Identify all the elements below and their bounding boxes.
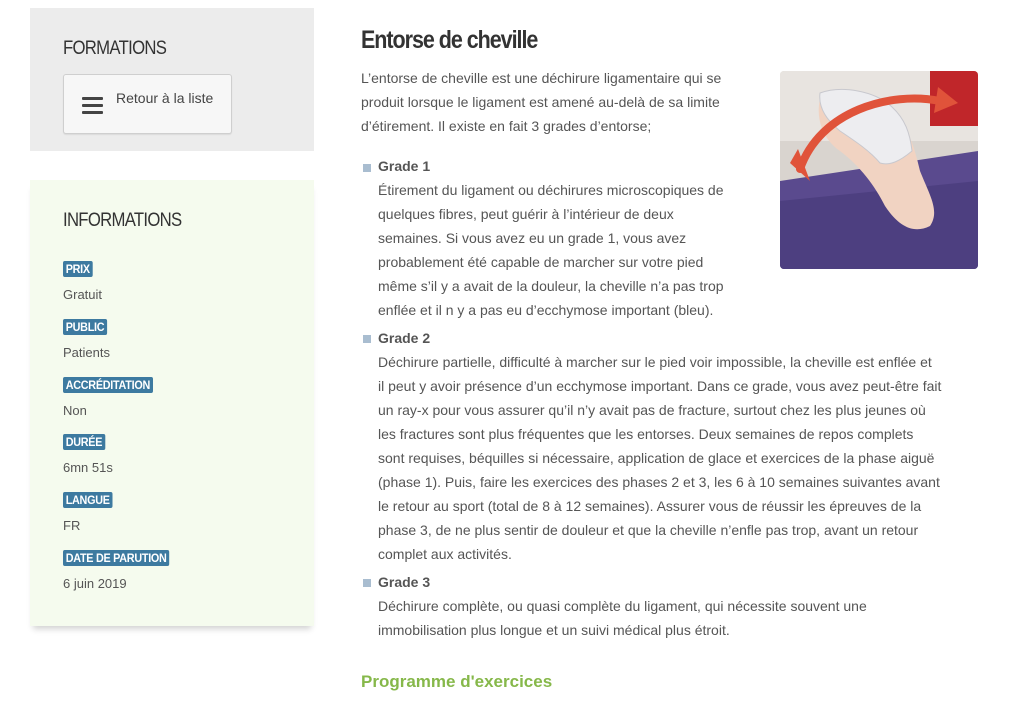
grade-3-line: Déchirure complète, ou quasi complète du ligament, qui nécessite souvent une [378, 598, 867, 614]
grade-3-title: Grade 3 [378, 574, 431, 590]
grade-1-line: même s’il y a avait de la douleur, la cheville n’a pas trop [378, 278, 724, 294]
informations-heading: INFORMATIONS [63, 210, 182, 231]
grade-2-line: il peut y avoir présence d’un ecchymose important. Dans ce grade, vous avez peut-être fait [378, 378, 942, 394]
grade-3-line: immobilisation plus longue et un suivi médical plus étroit. [378, 622, 730, 638]
bullet-icon [363, 164, 371, 172]
exercise-program-title: Programme d'exercices [361, 672, 553, 691]
grade-2-title: Grade 2 [378, 330, 431, 346]
grade-2-line: (phase 1). Puis, faire les exercices des phases 2 et 3, les 6 à 10 semaines suivantes avant [378, 474, 940, 490]
back-to-list-button[interactable] [63, 74, 232, 134]
info-label-date: DATE DE PARUTION [63, 550, 169, 566]
formations-heading: FORMATIONS [63, 38, 167, 59]
grade-2-line: le retour au sport (total de 8 à 12 semaines). Assurer vous de réussir les épreuves de la [378, 498, 922, 514]
menu-icon [82, 97, 103, 115]
intro-line: L’entorse de cheville est une déchirure ligamentaire qui se [361, 70, 722, 86]
grade-1-line: enflée et il n y a pas eu d’ecchymose important (bleu). [378, 302, 714, 318]
formations-panel [30, 8, 314, 151]
grade-2-line: sont requises, béquilles si nécessaire, application de glace et exercices de la phase aiguë [378, 450, 935, 466]
info-label-accreditation: ACCRÉDITATION [63, 377, 153, 393]
intro-line: produit lorsque le ligament est amené au-delà de sa limite [361, 94, 720, 110]
bullet-icon [363, 579, 371, 587]
grade-2-line: Déchirure partielle, difficulté à marcher sur le pied voir impossible, la cheville est enflée et [378, 354, 932, 370]
info-value-langue: FR [63, 518, 81, 533]
bullet-icon [363, 335, 371, 343]
grade-2-line: les fractures sont plus fréquentes que les entorses. Deux semaines de repos complets [378, 426, 914, 442]
grade-1-title: Grade 1 [378, 158, 431, 174]
info-value-prix: Gratuit [63, 287, 103, 302]
info-value-accreditation: Non [63, 403, 87, 418]
info-value-public: Patients [63, 345, 110, 360]
info-value-date: 6 juin 2019 [63, 576, 127, 591]
grade-2-line: complet aux activités. [378, 546, 512, 562]
intro-line: d’étirement. Il existe en fait 3 grades d’entorse; [361, 118, 652, 134]
info-label-langue: LANGUE [63, 492, 112, 508]
grade-2-line: phase 3, de ne plus sentir de douleur et que la cheville n’enfle pas trop, avant un retour [378, 522, 919, 538]
info-label-duree: DURÉE [63, 434, 105, 450]
ankle-sprain-photo [780, 71, 978, 269]
info-label-public: PUBLIC [63, 319, 107, 335]
back-to-list-label: Retour à la liste [116, 90, 214, 106]
grade-1-line: semaines. Si vous avez eu un grade 1, vous avez [378, 230, 687, 246]
article-title: Entorse de cheville [361, 26, 538, 54]
informations-panel [30, 180, 314, 626]
grade-1-line: Étirement du ligament ou déchirures microscopiques de [378, 182, 724, 198]
grade-1-line: probablement été capable de marcher sur votre pied [378, 254, 704, 270]
grade-2-line: un ray-x pour vous assurer qu’il n’y avait pas de fracture, surtout chez les plus jeunes où [378, 402, 926, 418]
info-label-prix: PRIX [63, 261, 93, 277]
info-value-duree: 6mn 51s [63, 460, 113, 475]
grade-1-line: quelques fibres, peut guérir à l’intérieur de deux [378, 206, 674, 222]
